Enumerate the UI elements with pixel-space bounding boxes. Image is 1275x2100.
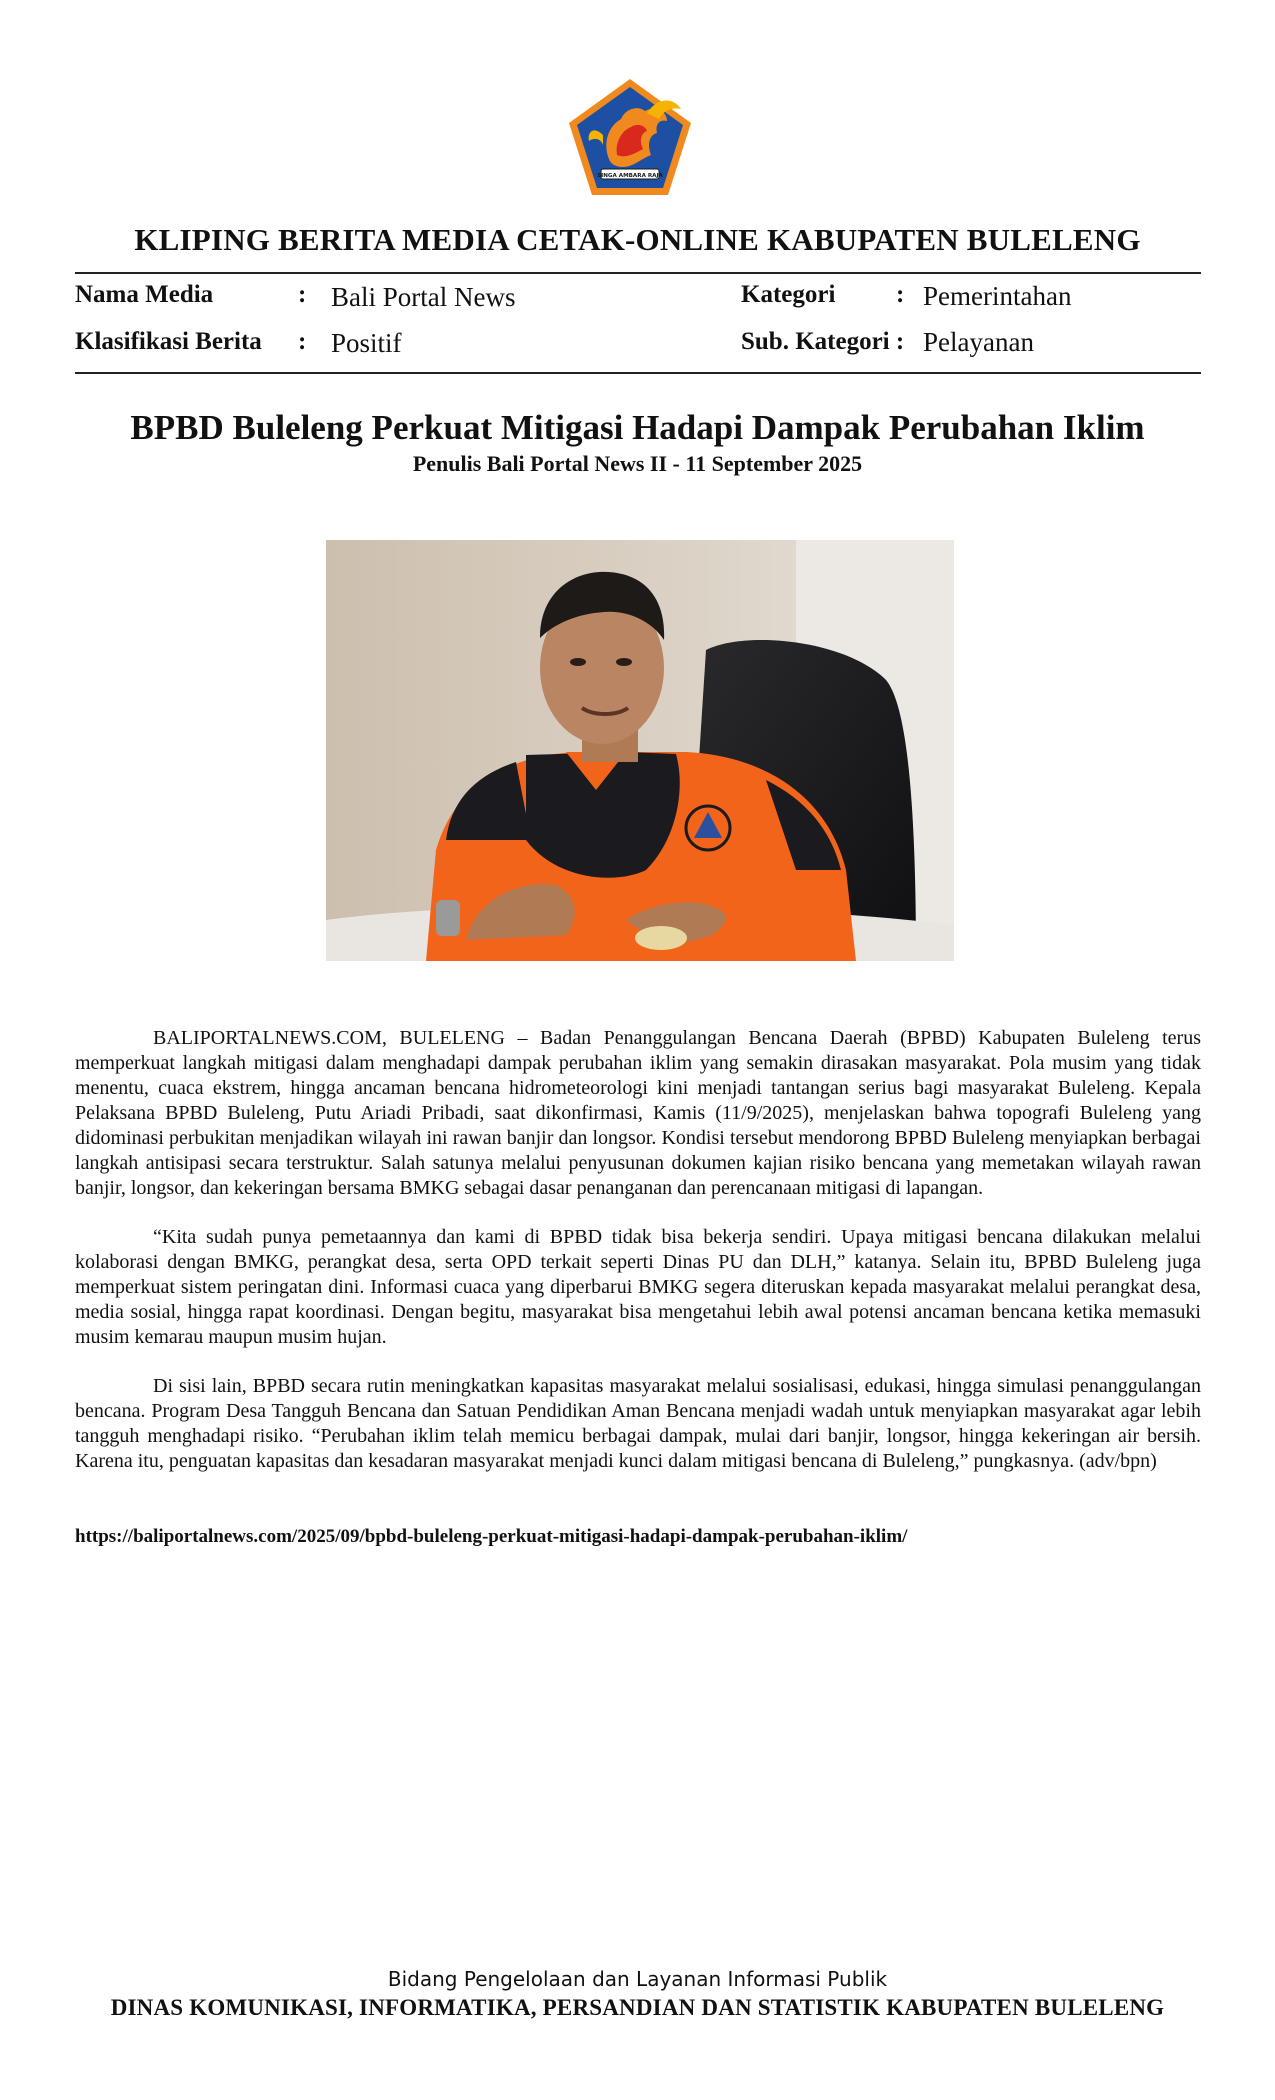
nama-media-label: Nama Media [75, 281, 214, 308]
klasifikasi-berita-separator: : [298, 328, 307, 355]
divider-top [75, 272, 1201, 274]
source-url-link[interactable]: https://baliportalnews.com/2025/09/bpbd-buleleng-perkuat-mitigasi-hadapi-dampak-perubahan-iklim/ [75, 1526, 908, 1547]
divider-bottom [75, 372, 1201, 374]
sub-kategori-value: Pelayanan [923, 327, 1034, 357]
article-paragraph: “Kita sudah punya pemetaannya dan kami di BPBD tidak bisa bekerja sendiri. Upaya mitigasi bencana dilakukan melalui kolaborasi dengan BMKG, perangkat desa, serta OPD terkait seperti Dinas PU dan DLH,” katanya. Selain itu, BPBD Buleleng juga memperkuat sistem peringatan dini. Informasi cuaca yang diperbarui BMKG segera diteruskan kepada masyarakat melalui perangkat desa, media sosial, hingga rapat koordinasi. Dengan begitu, masyarakat bisa mengetahui lebih awal potensi ancaman bencana ketika memasuki musim kemarau maupun musim hujan. [75, 1226, 1201, 1348]
buleleng-regency-emblem-icon [563, 75, 697, 201]
article-byline: Penulis Bali Portal News II - 11 September 2025 [412, 451, 863, 476]
emblem-motto: SINGA AMBARA RAJA [597, 173, 663, 179]
article-photo-official-at-desk-icon [326, 540, 954, 961]
kategori-label: Kategori [741, 281, 836, 308]
article-body [75, 1026, 1201, 1498]
nama-media-separator: : [298, 281, 307, 308]
nama-media-value: Bali Portal News [331, 282, 516, 312]
kategori-separator: : [896, 281, 905, 308]
article-headline: BPBD Buleleng Perkuat Mitigasi Hadapi Dampak Perubahan Iklim [130, 408, 1145, 447]
footer-agency: DINAS KOMUNIKASI, INFORMATIKA, PERSANDIAN DAN STATISTIK KABUPATEN BULELENG [110, 1995, 1165, 2020]
article-paragraph: BALIPORTALNEWS.COM, BULELENG – Badan Penanggulangan Bencana Daerah (BPBD) Kabupaten Buleleng terus memperkuat langkah mitigasi dalam menghadapi dampak perubahan iklim yang semakin dirasakan masyarakat. Pola musim yang tidak menentu, cuaca ekstrem, hingga ancaman bencana hidrometeorologi kini menjadi tantangan serius bagi masyarakat Buleleng. Kepala Pelaksana BPBD Buleleng, Putu Ariadi Pribadi, saat dikonfirmasi, Kamis (11/9/2025), menjelaskan bahwa topografi Buleleng yang didominasi perbukitan menjadikan wilayah ini rawan banjir dan longsor. Kondisi tersebut mendorong BPBD Buleleng menyiapkan berbagai langkah antisipasi secara terstruktur. Salah satunya melalui penyusunan dokumen kajian risiko bencana yang memetakan wilayah rawan banjir, longsor, dan kekeringan bersama BMKG sebagai dasar penanganan dan perencanaan mitigasi di lapangan. [75, 1027, 1201, 1199]
sub-kategori-label: Sub. Kategori : [741, 328, 905, 355]
article-photo [326, 540, 954, 961]
kategori-value: Pemerintahan [923, 281, 1072, 311]
article-paragraph: Di sisi lain, BPBD secara rutin meningkatkan kapasitas masyarakat melalui sosialisasi, edukasi, hingga simulasi penanggulangan bencana. Program Desa Tangguh Bencana dan Satuan Pendidikan Aman Bencana menjadi wadah untuk menyiapkan masyarakat agar lebih tangguh menghadapi risiko. “Perubahan iklim telah memicu berbagai dampak, mulai dari banjir, longsor, hingga kekeringan air bersih. Karena itu, penguatan kapasitas dan kesadaran masyarakat menjadi kunci dalam mitigasi bencana di Buleleng,” pungkasnya. (adv/bpn) [75, 1375, 1201, 1472]
klasifikasi-berita-label: Klasifikasi Berita [75, 328, 262, 355]
document-title: KLIPING BERITA MEDIA CETAK-ONLINE KABUPATEN BULELENG [134, 222, 1141, 257]
buleleng-emblem-logo [563, 75, 697, 201]
klasifikasi-berita-value: Positif [331, 328, 402, 358]
footer-department: Bidang Pengelolaan dan Layanan Informasi Publik [387, 1967, 888, 1991]
